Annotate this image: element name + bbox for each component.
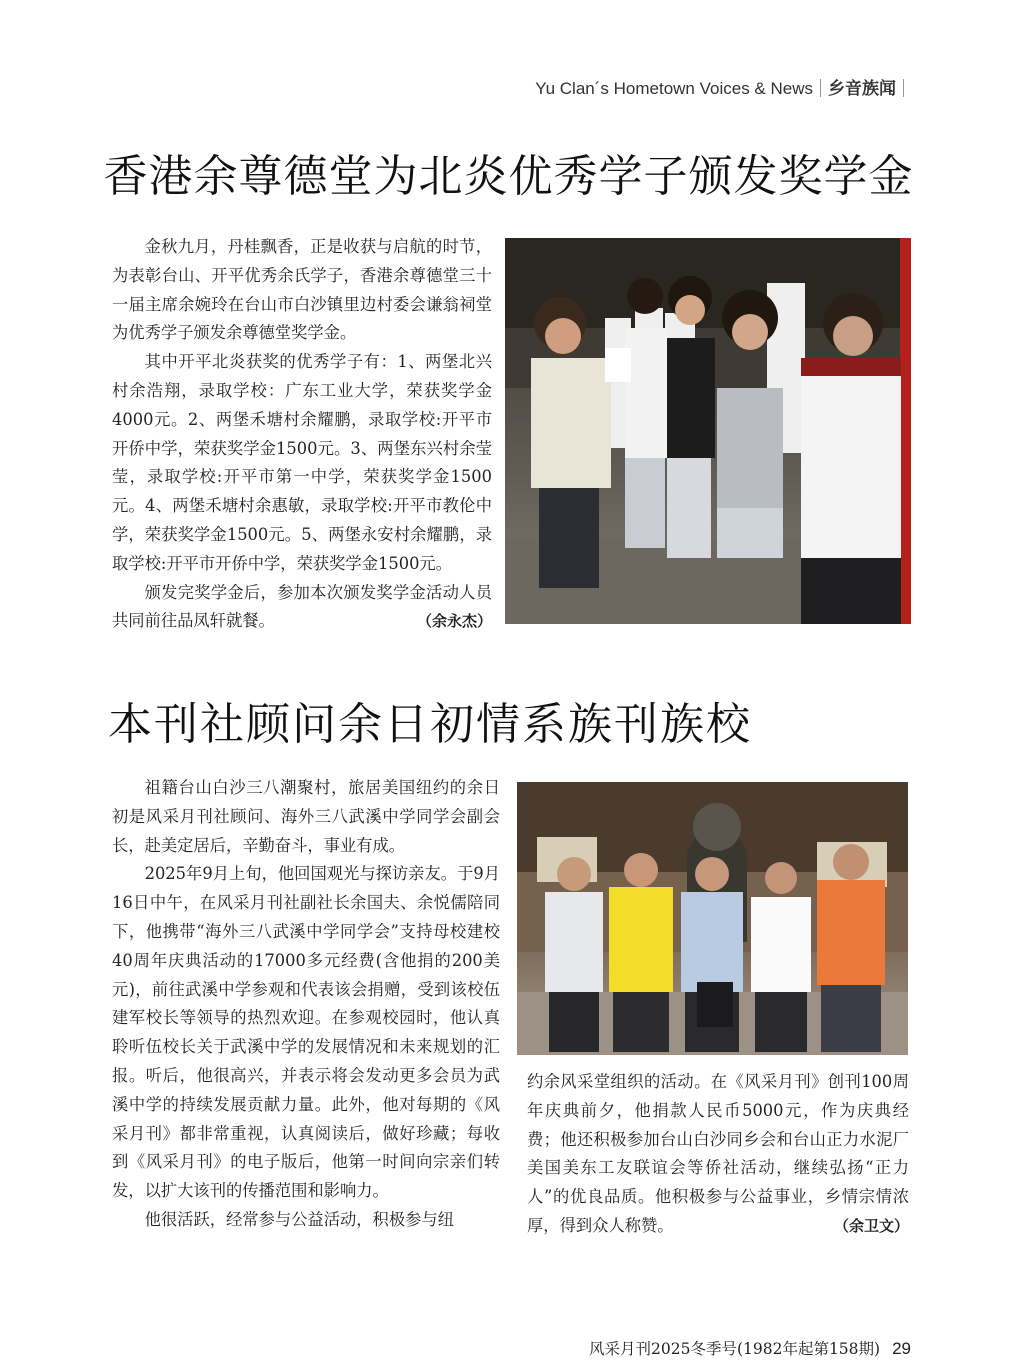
header-section: 乡音族闻: [828, 79, 896, 99]
scholarship-ceremony-illustration: [505, 238, 911, 624]
header-divider-end: [903, 79, 904, 97]
running-header: [535, 74, 911, 99]
article2-continuation-paragraph: [527, 1068, 909, 1241]
article1-body: [112, 233, 492, 636]
article1-title: 香港余尊德堂为北炎优秀学子颁发奖学金: [103, 151, 914, 202]
header-english: Yu Clan´s Hometown Voices & News: [535, 79, 813, 98]
header-divider: [820, 79, 821, 97]
article1-paragraph-1: 金秋九月，丹桂飘香，正是收获与启航的时节，为表彰台山、开平优秀余氏学子，香港余尊德堂三十一届主席余婉玲在台山市白沙镇里边村委会谦翁祠堂为优秀学子颁发余尊德堂奖学金。: [112, 237, 492, 343]
article1-paragraph-3-text: 颁发完奖学金后，参加本次颁发奖学金活动人员共同前往品凤轩就餐。: [112, 582, 492, 631]
scholarship-ceremony-photo: [505, 238, 911, 624]
article2-paragraph-2: 2025年9月上旬，他回国观光与探访亲友。于9月16日中午，在风采月刊社副社长余国夫、余悦儒陪同下，他携带“海外三八武溪中学同学会”支持母校建校40周年庆典活动的17000多元经费(含他捐的200美元)，前往武溪中学参观和代表该会捐赠，受到该校伍建军校长等领导的热烈欢迎。在参观校园时，他认真聆听伍校长关于武溪中学的发展情况和未来规划的汇报。听后，他很高兴，并表示将会发动更多会员为武溪中学的持续发展贡献力量。此外，他对每期的《风采月刊》都非常重视，认真阅读后，做好珍藏；每收到《风采月刊》的电子版后，他第一时间向宗亲们转发，以扩大该刊的传播范围和影响力。: [112, 864, 500, 1201]
publication-issue: 风采月刊2025冬季号(1982年起第158期): [589, 1340, 881, 1358]
article2-continuation: [527, 1068, 909, 1241]
article1-paragraph-2: 其中开平北炎获奖的优秀学子有：1、两堡北兴村余浩翔，录取学校：广东工业大学，荣获奖学金4000元。2、两堡禾塘村余耀鹏，录取学校:开平市开侨中学，荣获奖学金1500元。3、两堡东兴村余莹莹，录取学校:开平市第一中学，荣获奖学金1500元。4、两堡禾塘村余惠敏，录取学校:开平市教伦中学，荣获奖学金1500元。5、两堡永安村余耀鹏，录取学校:开平市开侨中学，荣获奖学金1500元。: [112, 352, 492, 573]
page-footer: [589, 1337, 911, 1359]
article2-title: 本刊社顾问余日初情系族刊族校: [108, 699, 752, 750]
article2-paragraph-3: 他很活跃，经常参与公益活动，积极参与纽: [144, 1209, 454, 1229]
article2-paragraph-1: 祖籍台山白沙三八潮聚村，旅居美国纽约的余日初是风采月刊社顾问、海外三八武溪中学同学会副会长，赴美定居后，辛勤奋斗，事业有成。: [112, 778, 500, 855]
article1-paragraph-3: [112, 579, 492, 637]
group-photo-illustration: [517, 782, 908, 1055]
article2-author: （余卫文）: [833, 1216, 909, 1235]
page-number: 29: [892, 1339, 911, 1358]
article1-author: （余永杰）: [416, 612, 492, 631]
school-visit-group-photo: [517, 782, 908, 1055]
article2-body: [112, 774, 500, 1235]
article2-continuation-text: 约余风采堂组织的活动。在《风采月刊》创刊100周年庆典前夕，他捐款人民币5000元，作为庆典经费；他还积极参加台山白沙同乡会和台山正力水泥厂美国美东工友联谊会等侨社活动，继续弘扬“正力人”的优良品质。他积极参与公益事业，乡情宗情浓厚，得到众人称赞。: [527, 1072, 909, 1235]
